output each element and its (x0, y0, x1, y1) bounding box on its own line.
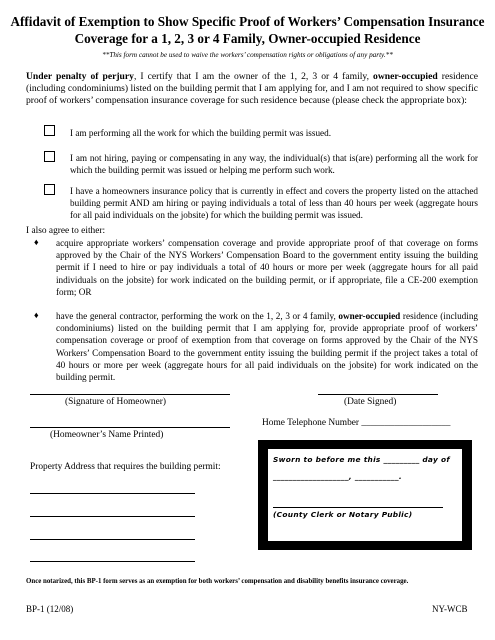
owner-occupied-bold: owner-occupied (338, 311, 401, 321)
bullet-icon: ♦ (34, 237, 39, 247)
form-title-line-1: Affidavit of Exemption to Show Specific Proof of Workers’ Compensation Insurance (10, 14, 485, 29)
home-telephone-field[interactable]: Home Telephone Number ___________________ (262, 418, 451, 428)
printed-name-label: (Homeowner’s Name Printed) (50, 430, 164, 440)
checkbox-performing-all-work[interactable] (44, 125, 55, 136)
signature-label: (Signature of Homeowner) (65, 397, 167, 407)
perjury-lead: Under penalty of perjury (26, 71, 134, 82)
checkbox-not-hiring[interactable] (44, 151, 55, 162)
agree-option-2 (56, 310, 478, 383)
property-address-line-2[interactable] (30, 516, 195, 517)
agree-option-2-text-b: residence (including condominiums) listed on the building permit that I am applying for, provide appropriate proof of workers’ compensation coverage or proof of exemption from that coverage on forms approved by the Chair of the NYS Workers’ Compensation Board to the government entity issuing the building permit if the project takes a total of 40 hours or more per week (aggregate hours for all paid individuals on the jobsite) for work indicated on the building permit. (56, 311, 479, 383)
owner-occupied-bold: owner-occupied (373, 71, 438, 82)
date-signed-line[interactable] (318, 394, 438, 395)
perjury-text-a: , I certify that I am the owner of the 1, 2, 3 or 4 family, (133, 71, 374, 82)
agency-code: NY-WCB (432, 604, 468, 614)
signature-line[interactable] (30, 394, 230, 395)
printed-name-line[interactable] (30, 427, 230, 428)
bullet-icon: ♦ (34, 310, 39, 320)
agree-option-1: acquire appropriate workers’ compensation coverage and provide appropriate proof of that coverage on forms approved by the Chair of the NYS Workers’ Compensation Board to the government entity issuing the building permit if I need to hire or pay individuals a total of 40 hours or more per week (aggregate hours for all paid individuals on the jobsite) for work indicated on the building permit, or if appropriate, file a CE-200 exemption form; OR (56, 238, 478, 297)
checkbox-label-performing-all-work: I am performing all the work for which the building permit was issued. (70, 128, 332, 138)
perjury-statement (26, 71, 478, 108)
notarized-note: Once notarized, this BP-1 form serves as an exemption for both workers’ compensation and disability benefits insurance coverage. (26, 578, 409, 585)
form-subtitle: **This form cannot be used to waive the workers’ compensation rights or obligations of any party.** (102, 51, 393, 59)
notary-box-inner (268, 449, 462, 541)
notary-box (258, 440, 472, 550)
perjury-text-b: residence (including condominiums) listed on the building permit that I am applying for, and I am not required to show specific proof of workers’ compensation insurance coverage for such residence because (please check the appropriate box): (26, 71, 478, 107)
notary-clerk-label: (County Clerk or Notary Public) (273, 510, 413, 519)
property-address-line-4[interactable] (30, 561, 195, 562)
property-address-label: Property Address that requires the building permit: (30, 462, 221, 472)
notary-signature-line[interactable] (273, 507, 443, 508)
form-title-line-2: Coverage for a 1, 2, 3 or 4 Family, Owner-occupied Residence (74, 31, 421, 46)
date-signed-label: (Date Signed) (344, 397, 397, 407)
property-address-line-1[interactable] (30, 493, 195, 494)
checkbox-homeowners-policy[interactable] (44, 184, 55, 195)
agree-option-2-text-a: have the general contractor, performing the work on the 1, 2, 3 or 4 family, (56, 311, 339, 321)
form-id: BP-1 (12/08) (26, 604, 74, 614)
notary-sworn-line: Sworn to before me this _________ day of (273, 455, 450, 464)
checkbox-label-not-hiring: I am not hiring, paying or compensating in any way, the individual(s) that is(are) performing all the work for which the building permit was issued or helping me perform such work. (70, 153, 478, 176)
notary-date-line[interactable]: ___________________, ___________. (273, 472, 402, 481)
agree-heading: I also agree to either: (26, 226, 106, 236)
property-address-line-3[interactable] (30, 539, 195, 540)
checkbox-label-homeowners-policy: I have a homeowners insurance policy that is currently in effect and covers the property listed on the attached building permit AND am hiring or paying individuals a total of less than 40 hours per week (aggregate hours for all paid individuals on the jobsite) for which the building permit was issued. (70, 186, 478, 221)
